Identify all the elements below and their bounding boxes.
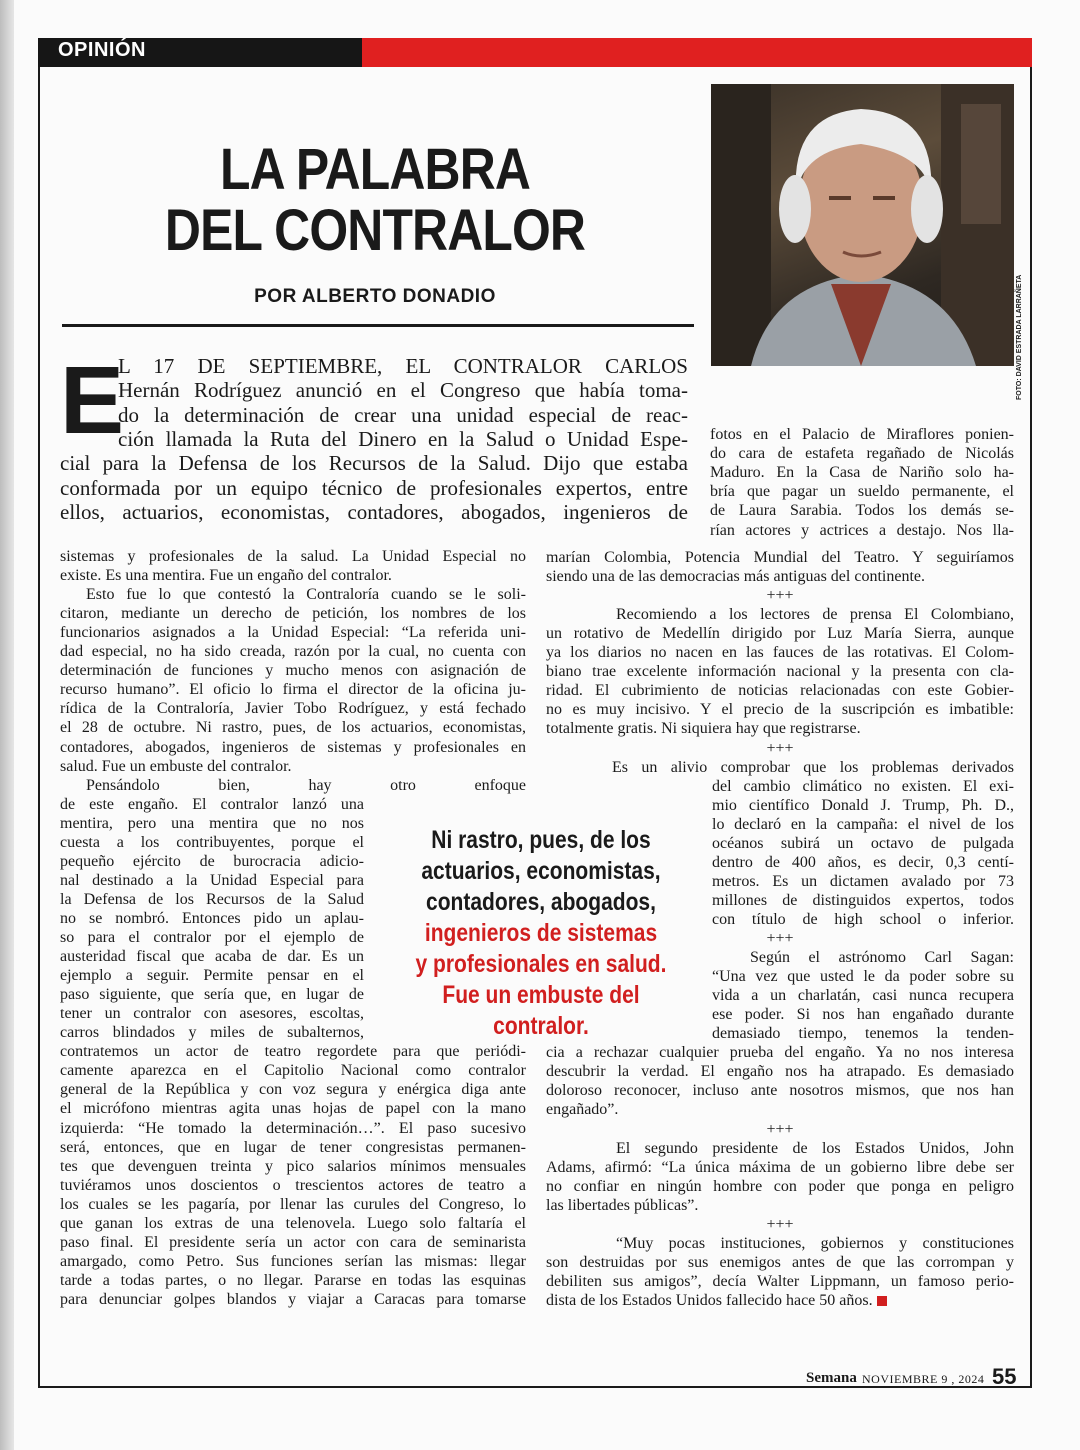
author-photo xyxy=(711,84,1014,366)
text-line: dad especial, no ha sido creada, razón por la cual, no cuenta con xyxy=(60,643,526,661)
section-accent-bar xyxy=(362,38,1032,67)
text-line: paso siguiente, que sería que, en lugar de xyxy=(60,986,364,1004)
text-line: nal destinado a la Unidad Especial para xyxy=(60,871,364,889)
section-label: OPINIÓN xyxy=(58,39,146,61)
portrait-illustration xyxy=(711,84,1014,366)
text-line: no se nombró. Entonces pido un aplau- xyxy=(60,909,364,927)
text-line: tarde a todas partes, o no llegar. Pararse en todas las esquinas xyxy=(60,1271,526,1289)
text-line: salud. Fue un embuste del contralor. xyxy=(60,757,292,775)
section-separator: +++ xyxy=(766,1215,794,1233)
text-line: metros. Es un dictamen avalado por 73 xyxy=(712,872,1014,890)
text-line: ese poder. Si nos han engañado durante xyxy=(712,1006,1014,1024)
text-line: marían Colombia, Potencia Mundial del Teatro. Y seguiríamos xyxy=(546,549,1014,566)
text-line: amargado, como Petro. Sus funciones serían las mismas: llegar xyxy=(60,1252,526,1270)
text-line: do cara de estafeta regañado de Nicolás xyxy=(710,445,1014,463)
text-line: de este engaño. El contralor lanzó una xyxy=(60,795,364,813)
pull-quote-line-highlight: ingenieros de sistemas xyxy=(424,919,658,947)
text-line: totalmente gratis. Ni siquiera hay que registrarse. xyxy=(546,720,861,738)
text-line: Maduro. En la Casa de Nariño solo ha- xyxy=(710,464,1014,482)
text-line: son destruidas por sus enemigos antes de que las corrompan y xyxy=(546,1253,1014,1271)
page-number: 55 xyxy=(992,1364,1017,1389)
text-line: las libertades públicas”. xyxy=(546,1196,699,1214)
pull-quote xyxy=(386,825,696,1042)
text-line: no es muy incisivo. Y el precio de la suscripción es imbatible: xyxy=(546,701,1014,719)
text-line: izquierda: “He tomado la determinación…”. El paso sucesivo xyxy=(60,1119,526,1137)
text-line: un rotativo de Medellín dirigido por Luz María Sierra, aunque xyxy=(546,625,1014,643)
text-line: cial para la Defensa de los Recursos de la Salud. Dijo que estaba xyxy=(60,451,688,476)
text-line: Esto fue lo que contestó la Contraloría cuando se le soli- xyxy=(86,586,526,604)
text-line: cia a rechazar cualquier prueba del engaño. Ya no nos interesa xyxy=(546,1044,1014,1062)
text-line: pequeño ejército de burocracia adicio- xyxy=(60,852,364,870)
text-line: para denunciar golpes blandos y viajar a Caracas para tomarse xyxy=(60,1290,526,1308)
text-line: tener un contralor con asesores, escoltas, xyxy=(60,1005,364,1023)
text-line: determinación de funciones y mucho menos con asignación de xyxy=(60,662,526,680)
byline: POR ALBERTO DONADIO xyxy=(254,286,496,307)
text-line: Pensándolo bien, hay otro enfoque xyxy=(86,776,526,794)
text-line: biano trae excelente información nacional y la presenta con cla- xyxy=(546,663,1014,681)
text-line: mio científico Donald J. Trump, Ph. D., xyxy=(712,796,1014,814)
text-line: existe. Es una mentira. Fue un engaño del contralor. xyxy=(60,567,392,585)
text-line: de Laura Sarabia. Todos los demás se- xyxy=(710,502,1014,520)
text-line: “Una vez que usted le da poder sobre su xyxy=(712,968,1014,986)
text-line: doloroso reconocer, incluso ante nosotros mismos, que nos han xyxy=(546,1082,1014,1100)
text-line: rídica de la Contraloría, Javier Tobo Rodríguez, y está fechado xyxy=(60,700,526,718)
text-line: conformada por un equipo técnico de profesionales expertos, entre xyxy=(60,475,688,500)
text-line: general de la República y con voz segura y enérgica diga ante xyxy=(60,1081,526,1099)
section-separator: +++ xyxy=(766,739,794,757)
text-line: recurso humano”. El oficio lo firma el director de la oficina ju- xyxy=(60,681,526,699)
text-line: mentira, pero una mentira que no nos xyxy=(60,814,364,832)
text-line: rían actores y actrices a destajo. Nos lla- xyxy=(710,521,1014,539)
text-line: Recomiendo a los lectores de prensa El Colombiano, xyxy=(616,606,1014,624)
pull-quote-line: Ni rastro, pues, de los xyxy=(431,826,651,854)
text-line: do la determinación de crear una unidad especial de reac- xyxy=(118,402,688,427)
text-line: vida a un charlatán, casi nunca recupera xyxy=(712,987,1014,1005)
text-line: demasiado tiempo, tenemos la tenden- xyxy=(712,1025,1014,1043)
text-line: camente aparezca en el Capitolio Nacional como contralor xyxy=(60,1062,526,1080)
text-line: tes que devenguen treinta y pico salarios mínimos mensuales xyxy=(60,1157,526,1175)
article-title-line-2: DEL CONTRALOR xyxy=(164,198,586,263)
text-line: ción llamada la Ruta del Dinero en la Salud o Unidad Espe- xyxy=(118,426,688,451)
text-line: ellos, actuarios, economistas, contadores, abogados, ingenieros de xyxy=(60,499,688,524)
text-line: contratemos un actor de teatro regordete para que periódi- xyxy=(60,1043,526,1061)
text-line: descubrir la verdad. El engaño nos ha atrapado. Es demasiado xyxy=(546,1063,1014,1081)
text-line: Hernán Rodríguez anunció en el Congreso que había toma- xyxy=(118,378,688,403)
title-rule xyxy=(62,324,694,327)
text-line: ya los diarios no nacen en las fauces de las rotativas. El Colom- xyxy=(546,644,1014,662)
pull-quote-line-highlight: contralor. xyxy=(493,1012,589,1040)
text-line: el 28 de octubre. Ni rastro, pues, de los actuarios, economistas, xyxy=(60,719,526,737)
text-line: sistemas y profesionales de la salud. La Unidad Especial no xyxy=(60,548,526,565)
text-line: debiliten sus amigos”, decía Walter Lippmann, un famoso perio- xyxy=(546,1272,1014,1290)
footer-brand: Semana xyxy=(806,1370,857,1386)
text-line: tuviéramos unos doscientos o trescientos actores de teatro a xyxy=(60,1176,526,1194)
drop-cap: E xyxy=(60,347,125,454)
footer-date: NOVIEMBRE 9 , 2024 xyxy=(862,1372,985,1386)
text-line: el micrófono mientras agita unas hojas de papel con la mano xyxy=(60,1100,526,1118)
text-line: austeridad fiscal que acaba de dar. Es un xyxy=(60,948,364,966)
text-line: El segundo presidente de los Estados Unidos, John xyxy=(616,1139,1014,1157)
text-line: Es un alivio comprobar que los problemas derivados xyxy=(612,758,1014,776)
text-line: cuesta a los contribuyentes, porque el xyxy=(60,833,364,851)
text-line: no confiar en ningún hombre con poder que ponga en peligro xyxy=(546,1177,1014,1195)
text-line: dentro de 400 años, es decir, 0,3 centí- xyxy=(712,853,1014,871)
text-line: ridad. El cubrimiento de noticias relacionadas con este Gobier- xyxy=(546,682,1014,700)
section-separator: +++ xyxy=(766,930,794,947)
page-edge-shadow xyxy=(0,0,14,1450)
text-line: carros blindados y miles de subalternos, xyxy=(60,1024,364,1042)
pull-quote-line-highlight: y profesionales en salud. xyxy=(415,950,667,978)
text-line: lo declaró en la campaña: el nivel de los xyxy=(712,815,1014,833)
text-line: so para el contralor por el ejemplo de xyxy=(60,929,364,946)
text-line: Adams, afirmó: “La única máxima de un gobierno libre debe ser xyxy=(546,1158,1014,1176)
text-line: engañado”. xyxy=(546,1101,619,1119)
text-line: Según el astrónomo Carl Sagan: xyxy=(750,949,1014,967)
text-line: los cuales se les pagaría, por llenar las curules del Congreso, lo xyxy=(60,1195,526,1213)
text-line: millones de distinguidos expertos, todos xyxy=(712,891,1014,909)
text-line: contadores, abogados, ingenieros de sistemas y profesionales en xyxy=(60,738,526,756)
text-line: funcionarios asignados a la Unidad Especial: “La referida uni- xyxy=(60,624,526,642)
text-line: con título de high school o inferior. xyxy=(712,910,1014,928)
text-line: océanos subirá un octavo de pulgada xyxy=(712,834,1014,852)
text-line: citaron, mediante un derecho de petición, los nombres de los xyxy=(60,605,526,623)
text-line: la Defensa de los Recursos de la Salud xyxy=(60,890,364,908)
pull-quote-line-highlight: Fue un embuste del xyxy=(442,981,640,1009)
text-line: siendo una de las democracias más antiguas del continente. xyxy=(546,568,925,586)
text-line: ejemplo a seguir. Permite pensar en el xyxy=(60,967,364,985)
section-separator: +++ xyxy=(766,587,794,605)
text-line: que ganan los extras de una telenovela. Luego solo faltaría el xyxy=(60,1214,526,1232)
text-line: fotos en el Palacio de Miraflores ponien- xyxy=(710,426,1014,443)
article-title-line-1: LA PALABRA xyxy=(219,137,531,202)
end-of-article-mark xyxy=(877,1296,887,1306)
text-line: paso final. El presidente sería un actor con cara de seminarista xyxy=(60,1233,526,1251)
text-line: “Muy pocas instituciones, gobiernos y constituciones xyxy=(616,1234,1014,1252)
text-line: será, entonces, que en lugar de tener congresistas permanen- xyxy=(60,1138,526,1156)
text-line: bría que pagar un sueldo permanente, el xyxy=(710,483,1014,501)
photo-credit: FOTO: DAVID ESTRADA LARRAÑETA xyxy=(1016,274,1023,400)
pull-quote-line: actuarios, economistas, xyxy=(421,857,661,885)
text-line: dista de los Estados Unidos fallecido hace 50 años. xyxy=(546,1291,887,1310)
pull-quote-line: contadores, abogados, xyxy=(426,888,656,916)
text-line: del cambio climático no existen. El exi- xyxy=(712,777,1014,795)
text-line: L 17 DE SEPTIEMBRE, EL CONTRALOR CARLOS xyxy=(118,354,688,378)
section-separator: +++ xyxy=(766,1120,794,1138)
